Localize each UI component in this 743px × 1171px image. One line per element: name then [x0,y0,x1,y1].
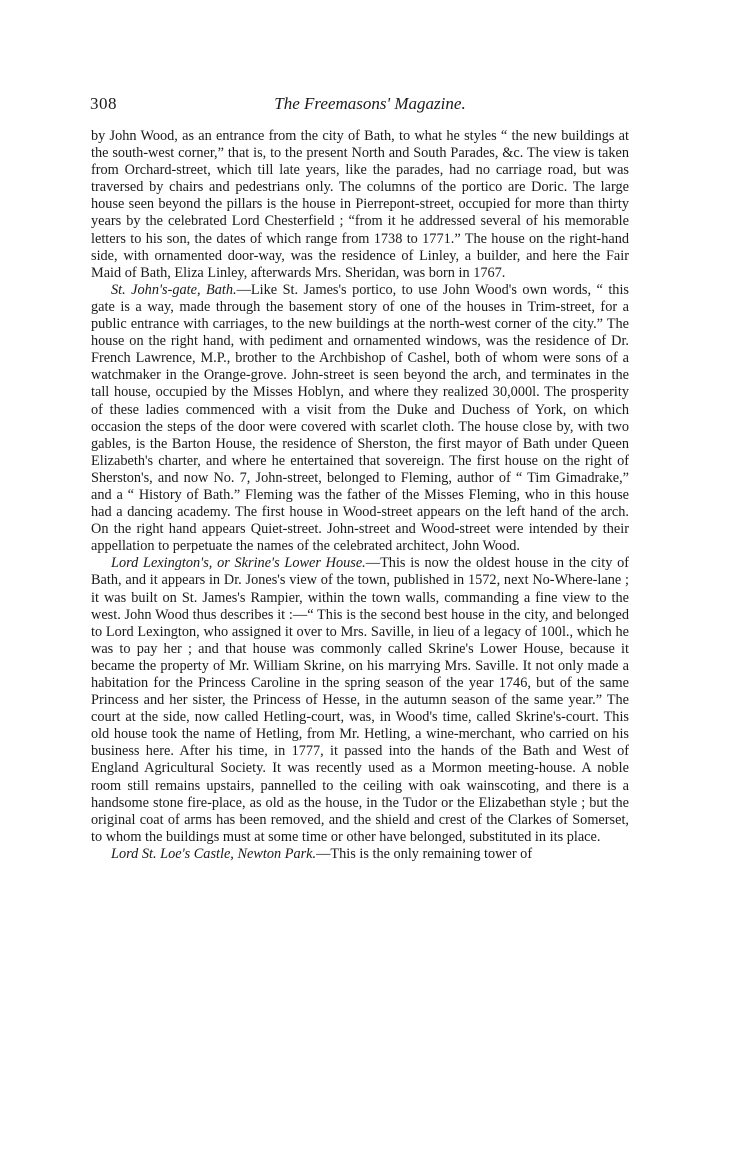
article-body [91,128,629,863]
page-header [90,94,650,118]
paragraph-heading: Lord St. Loe's Castle, Newton Park. [111,845,317,862]
paragraph-text: —Like St. James's portico, to use John Wood's own words, “ this gate is a way, made through the basement story of one of the houses in Trim-street, for a public entrance with carriages, to the new buildings at the north-west corner of the city.” The house on the right hand, with pediment and ornamented windows, was the residence of Dr. French Lawrence, M.P., brother to the Archbishop of Cashel, both of whom were sons of a watchmaker in the Orange-grove. John-street is seen beyond the arch, and terminates in the tall house, occupied by the Misses Hoblyn, and where they realized 30,000l. The prosperity of these ladies commenced with a visit from the Duke and Duchess of York, on which occasion the steps of the door were covered with scarlet cloth. The house close by, with two gables, is the Barton House, the residence of Sherston, the first mayor of Bath under Queen Elizabeth's charter, and where he entertained that sovereign. The first house on the right of Sherston's, and now No. 7, John-street, belonged to Fleming, author of “ Tim Gimadrake,” and a “ History of Bath.” Fleming was the father of the Misses Fleming, who in this house had a dancing academy. The first house in Wood-street appears on the left hand of the arch. On the right hand appears Quiet-street. John-street and Wood-street were intended by their appellation to perpetuate the names of the celebrated architect, John Wood. [91,281,629,555]
paragraph-text: —This is now the oldest house in the city of Bath, and it appears in Dr. Jones's view of the town, published in 1572, next No-Where-lane ; it was built on St. James's Rampier, within the town walls, commanding a fine view to the west. John Wood thus describes it :—“ This is the second best house in the city, and belonged to Lord Lexington, who assigned it over to Mrs. Saville, in lieu of a legacy of 100l., which he was to pay her ; and that house was commonly called Skrine's Lower House, because it became the property of Mr. William Skrine, on his marrying Mrs. Saville. It not only made a habitation for the Princess Caroline in the spring season of the year 1746, but of the same Princess and her sister, the Princess of Hesse, in the autumn season of the same year.” The court at the side, now called Hetling-court, was, in Wood's time, called Skrine's-court. This old house took the name of Hetling, from Mr. Hetling, a wine-merchant, who carried on his business here. After his time, in 1777, it passed into the hands of the Bath and West of England Agricultural Society. It was recently used as a Mormon meeting-house. A noble room still remains upstairs, pannelled to the ceiling with oak wainscoting, and there is a handsome stone fire-place, as old as the house, in the Tudor or the Elizabethan style ; but the original coat of arms has been removed, and the shield and crest of the Clarkes of Somerset, to whom the buildings must at some time or other have belonged, substituted in its place. [91,555,629,845]
paragraph-portico [91,128,629,282]
paragraph-st-loes-castle [91,846,629,863]
page-number: 308 [90,94,117,113]
paragraph-text: —This is the only remaining tower of [316,845,533,862]
paragraph-heading: Lord Lexington's, or Skrine's Lower House. [111,555,366,572]
paragraph-st-johns-gate [91,282,629,556]
paragraph-lord-lexingtons [91,555,629,846]
running-title: The Freemasons' Magazine. [274,94,466,113]
paragraph-text: by John Wood, as an entrance from the city of Bath, to what he styles “ the new buildings at the south-west corner,” that is, to the present North and South Parades, &c. The view is taken from Orchard-street, which till late years, like the parades, had no carriage road, but was traversed by chairs and pedestrians only. The columns of the portico are Doric. The large house seen beyond the pillars is the house in Pierrepont-street, occupied for more than thirty years by the celebrated Lord Chesterfield ; “from it he addressed several of his memorable letters to his son, the dates of which range from 1738 to 1771.” The house on the right-hand side, with ornamented door-way, was the residence of Linley, a builder, and here the Fair Maid of Bath, Eliza Linley, afterwards Mrs. Sheridan, was born in 1767. [91,128,629,281]
paragraph-heading: St. John's-gate, Bath. [111,281,237,298]
